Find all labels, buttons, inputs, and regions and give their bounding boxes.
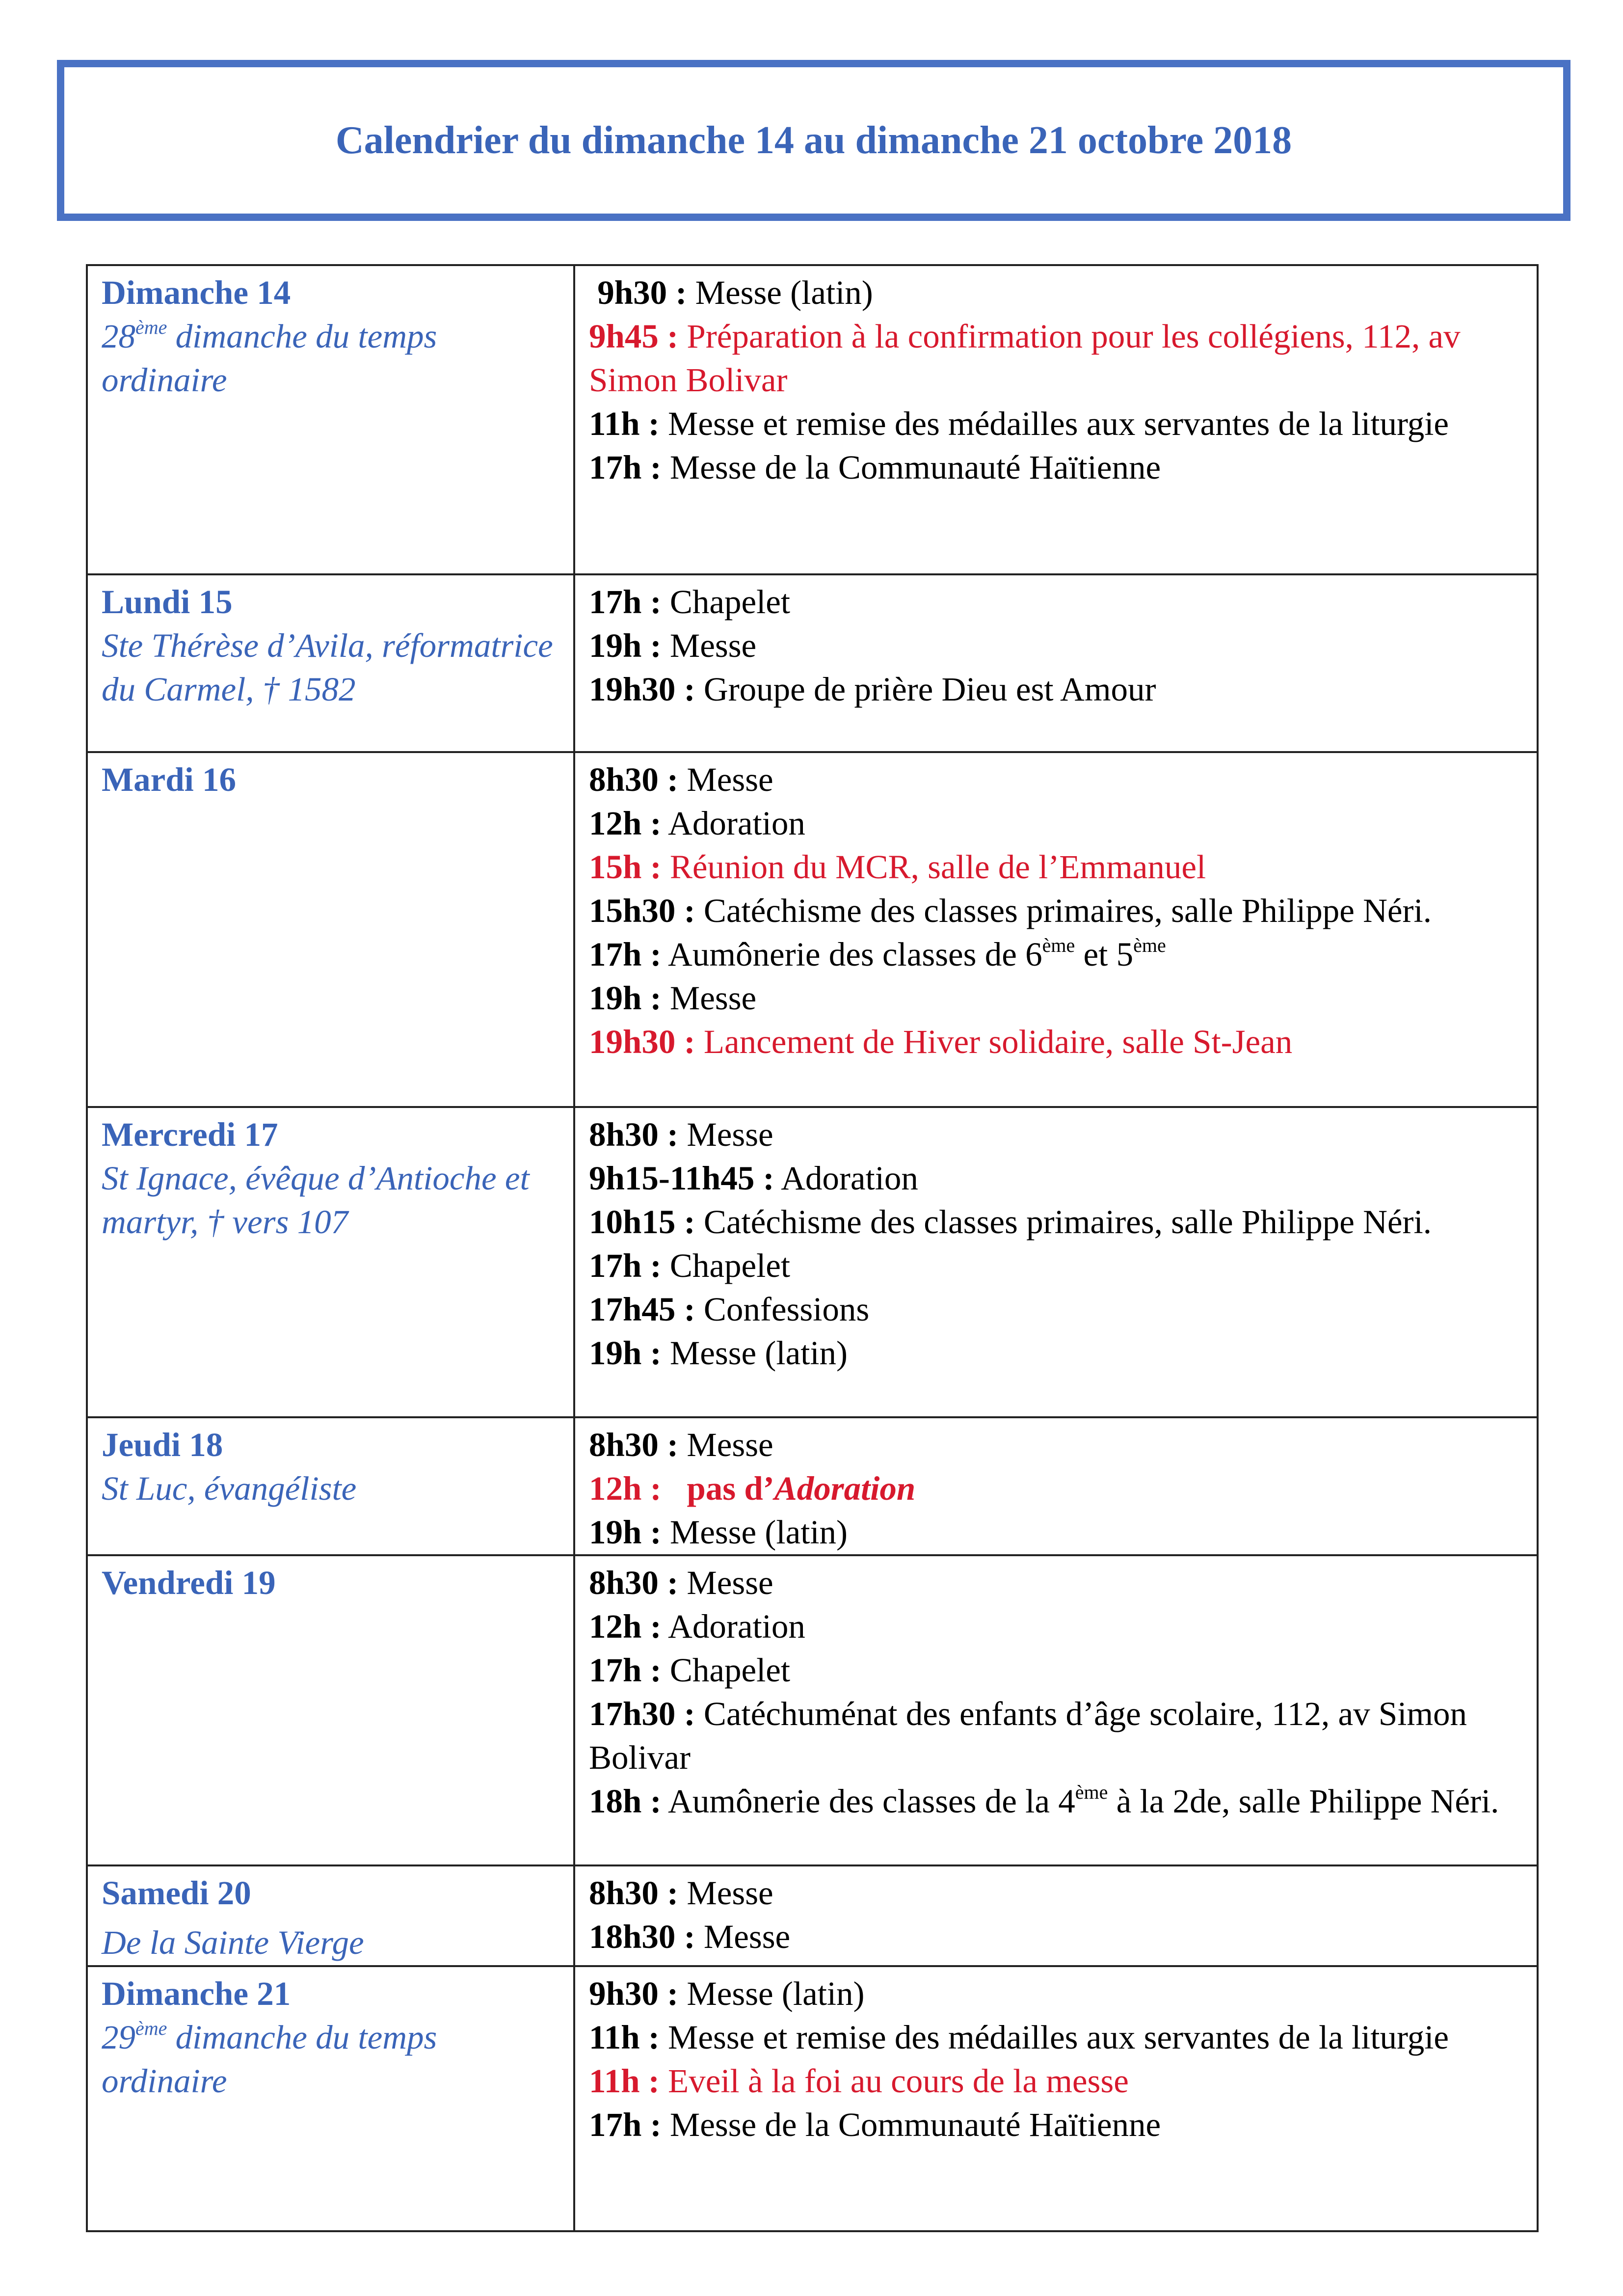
events-cell [574, 1865, 1538, 1966]
table-row [87, 265, 1538, 574]
day-note: Ste Thérèse d’Avila, réformatrice du Carmel, † 1582 [102, 627, 553, 708]
calendar-table [86, 264, 1539, 2232]
day-name: Mercredi 17 [102, 1116, 278, 1153]
event-line: 17h45 : Confessions [589, 1291, 870, 1328]
event-line: 8h30 : Messe [589, 1564, 773, 1601]
day-cell [87, 752, 574, 1107]
table-row [87, 574, 1538, 752]
table-row [87, 1555, 1538, 1865]
event-line: 8h30 : Messe [589, 1426, 773, 1463]
event-line: 9h30 : Messe (latin) [597, 274, 873, 311]
day-cell [87, 1555, 574, 1865]
day-name: Jeudi 18 [102, 1426, 223, 1463]
day-name: Dimanche 14 [102, 274, 291, 311]
event-line: 15h30 : Catéchisme des classes primaires, salle Philippe Néri. [589, 892, 1432, 929]
event-line-highlight: 15h : Réunion du MCR, salle de l’Emmanuel [589, 848, 1206, 886]
day-name: Mardi 16 [102, 761, 237, 798]
day-note: St Luc, évangéliste [102, 1470, 357, 1507]
event-line: 8h30 : Messe [589, 1116, 773, 1153]
event-line: 18h30 : Messe [589, 1918, 791, 1955]
events-cell [574, 1107, 1538, 1417]
day-name: Lundi 15 [102, 583, 233, 621]
events-cell [574, 265, 1538, 574]
event-line: 17h : Chapelet [589, 1247, 791, 1284]
events-cell [574, 1966, 1538, 2231]
table-row [87, 752, 1538, 1107]
events-cell [574, 1555, 1538, 1865]
event-line: 11h : Messe et remise des médailles aux servantes de la liturgie [589, 2019, 1449, 2056]
day-cell [87, 1966, 574, 2231]
event-line: 11h : Messe et remise des médailles aux servantes de la liturgie [589, 405, 1449, 442]
day-cell [87, 265, 574, 574]
day-note: 29ème dimanche du temps ordinaire [102, 2017, 437, 2100]
day-name: Samedi 20 [102, 1874, 251, 1912]
event-line: 19h : Messe [589, 979, 757, 1017]
event-line: 17h : Chapelet [589, 583, 791, 621]
event-line-highlight: 19h30 : Lancement de Hiver solidaire, salle St-Jean [589, 1023, 1293, 1060]
day-name: Dimanche 21 [102, 1975, 291, 2012]
event-line: 12h : Adoration [589, 1608, 805, 1645]
event-line: 8h30 : Messe [589, 761, 773, 798]
title-box [57, 60, 1570, 221]
table-row [87, 1417, 1538, 1555]
event-line: 19h30 : Groupe de prière Dieu est Amour [589, 671, 1156, 708]
day-note: St Ignace, évêque d’Antioche et martyr, † vers 107 [102, 1160, 530, 1241]
event-line: 19h : Messe (latin) [589, 1334, 848, 1372]
day-cell [87, 1107, 574, 1417]
event-line: 17h30 : Catéchuménat des enfants d’âge scolaire, 112, av Simon Bolivar [589, 1695, 1467, 1776]
event-line-highlight: 11h : Eveil à la foi au cours de la messe [589, 2062, 1129, 2100]
event-line: 8h30 : Messe [589, 1874, 773, 1912]
page-title: Calendrier du dimanche 14 au dimanche 21 octobre 2018 [335, 118, 1292, 162]
day-cell [87, 574, 574, 752]
events-cell [574, 752, 1538, 1107]
day-note: 28ème dimanche du temps ordinaire [102, 316, 437, 399]
table-row [87, 1966, 1538, 2231]
event-line: 9h30 : Messe (latin) [589, 1975, 865, 2012]
event-line: 17h : Aumônerie des classes de 6ème et 5ème [589, 934, 1166, 973]
event-line: 17h : Messe de la Communauté Haïtienne [589, 2106, 1161, 2143]
table-row [87, 1865, 1538, 1966]
event-line: 17h : Chapelet [589, 1651, 791, 1689]
day-note: De la Sainte Vierge [102, 1924, 364, 1961]
event-line: 12h : Adoration [589, 805, 805, 842]
day-name: Vendredi 19 [102, 1564, 276, 1601]
event-line: 18h : Aumônerie des classes de la 4ème à la 2de, salle Philippe Néri. [589, 1781, 1499, 1820]
events-cell [574, 574, 1538, 752]
event-line-highlight: 9h45 : Préparation à la confirmation pour les collégiens, 112, av Simon Bolivar [589, 318, 1461, 399]
event-line: 19h : Messe [589, 627, 757, 664]
event-line-highlight: 12h : pas d’Adoration [589, 1470, 916, 1507]
event-line: 17h : Messe de la Communauté Haïtienne [589, 449, 1161, 486]
event-line: 9h15-11h45 : Adoration [589, 1160, 918, 1197]
table-row [87, 1107, 1538, 1417]
event-line: 10h15 : Catéchisme des classes primaires, salle Philippe Néri. [589, 1203, 1432, 1241]
events-cell [574, 1417, 1538, 1555]
day-cell [87, 1865, 574, 1966]
event-line: 19h : Messe (latin) [589, 1513, 848, 1551]
day-cell [87, 1417, 574, 1555]
